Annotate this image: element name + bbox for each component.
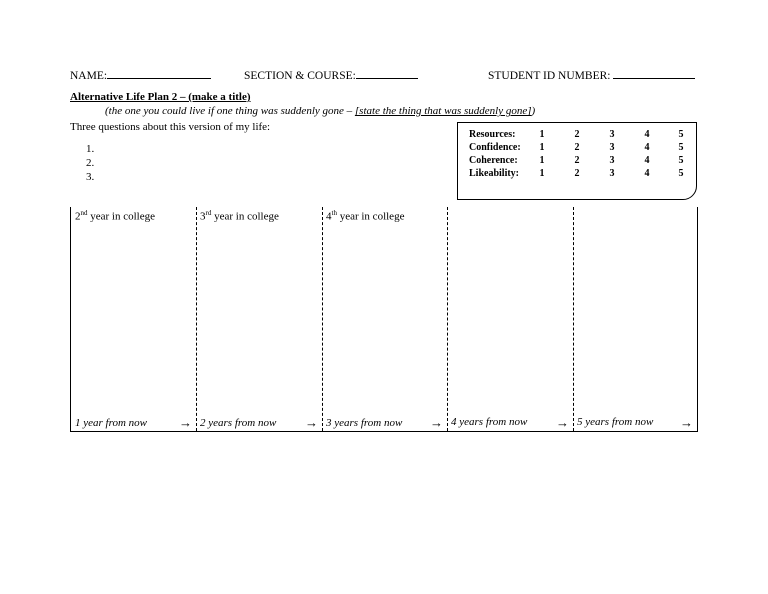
column-footer: 5 years from now bbox=[577, 416, 654, 428]
name-blank[interactable] bbox=[107, 68, 211, 79]
right-arrow-icon: → bbox=[179, 415, 192, 430]
name-label: NAME: bbox=[70, 70, 108, 82]
questions-intro: Three questions about this version of my life: bbox=[70, 121, 271, 133]
timeline-column-5[interactable] bbox=[573, 207, 697, 431]
subtitle-prefix: (the one you could live if one thing was suddenly gone – bbox=[105, 105, 355, 117]
rating-option[interactable]: 4 bbox=[644, 129, 650, 140]
rating-option[interactable]: 2 bbox=[574, 155, 580, 166]
rating-option[interactable]: 1 bbox=[539, 155, 545, 166]
rating-option[interactable]: 2 bbox=[574, 142, 580, 153]
rating-option[interactable]: 4 bbox=[644, 155, 650, 166]
right-arrow-icon: → bbox=[556, 415, 569, 430]
right-arrow-icon: → bbox=[430, 415, 443, 430]
section-course-blank[interactable] bbox=[356, 68, 418, 79]
rating-option[interactable]: 3 bbox=[609, 168, 615, 179]
rating-option[interactable]: 5 bbox=[678, 155, 684, 166]
column-footer: 1 year from now bbox=[75, 417, 148, 429]
timeline-column-1[interactable] bbox=[71, 207, 196, 431]
right-arrow-icon: → bbox=[305, 415, 318, 430]
plan-subtitle bbox=[105, 105, 535, 117]
column-footer: 3 years from now bbox=[326, 417, 403, 429]
rating-label: Confidence: bbox=[469, 142, 521, 153]
column-heading: 3rd year in college bbox=[200, 209, 279, 223]
rating-option[interactable]: 2 bbox=[574, 129, 580, 140]
right-arrow-icon: → bbox=[680, 415, 693, 430]
rating-option[interactable]: 2 bbox=[574, 168, 580, 179]
rating-label: Resources: bbox=[469, 129, 516, 140]
rating-option[interactable]: 5 bbox=[678, 142, 684, 153]
rating-option[interactable]: 1 bbox=[539, 129, 545, 140]
rating-label: Likeability: bbox=[469, 168, 520, 179]
plan-title: Alternative Life Plan 2 – (make a title) bbox=[70, 91, 251, 103]
column-heading: 2nd year in college bbox=[75, 209, 155, 223]
timeline-column-4[interactable] bbox=[447, 207, 573, 431]
student-id-blank[interactable] bbox=[613, 68, 695, 79]
section-course-label: SECTION & COURSE: bbox=[244, 70, 356, 82]
timeline-column-3[interactable] bbox=[322, 207, 447, 431]
rating-option[interactable]: 4 bbox=[644, 168, 650, 179]
timeline-grid bbox=[70, 207, 698, 432]
column-footer: 2 years from now bbox=[200, 417, 277, 429]
rating-option[interactable]: 1 bbox=[539, 168, 545, 179]
rating-option[interactable]: 5 bbox=[678, 168, 684, 179]
name-field[interactable] bbox=[70, 68, 211, 82]
question-number-3: 3. bbox=[86, 171, 95, 183]
timeline-column-2[interactable] bbox=[196, 207, 322, 431]
rating-option[interactable]: 5 bbox=[678, 129, 684, 140]
column-footer: 4 years from now bbox=[451, 416, 528, 428]
subtitle-suffix: ) bbox=[531, 105, 536, 117]
student-id-label: STUDENT ID NUMBER: bbox=[488, 70, 611, 82]
section-course-field[interactable] bbox=[244, 68, 418, 82]
rating-box bbox=[457, 122, 697, 200]
rating-option[interactable]: 3 bbox=[609, 142, 615, 153]
subtitle-bracket: [state the thing that was suddenly gone] bbox=[354, 105, 532, 117]
rating-option[interactable]: 1 bbox=[539, 142, 545, 153]
rating-option[interactable]: 4 bbox=[644, 142, 650, 153]
rating-option[interactable]: 3 bbox=[609, 155, 615, 166]
question-number-1: 1. bbox=[86, 143, 95, 155]
rating-label: Coherence: bbox=[469, 155, 518, 166]
question-number-2: 2. bbox=[86, 157, 95, 169]
rating-option[interactable]: 3 bbox=[609, 129, 615, 140]
student-id-field[interactable] bbox=[488, 68, 695, 82]
column-heading: 4th year in college bbox=[326, 209, 405, 223]
